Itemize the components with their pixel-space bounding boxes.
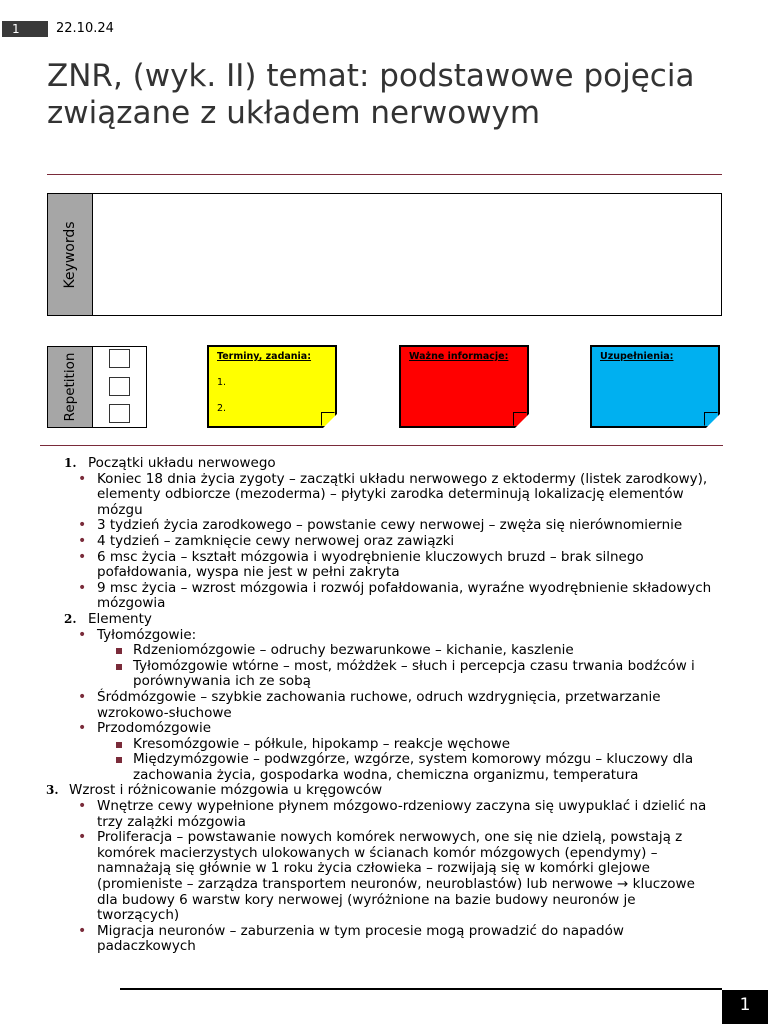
- page-title: ZNR, (wyk. II) temat: podstawowe pojęcia związane z układem nerwowym: [47, 58, 695, 131]
- notes-content: [0, 456, 768, 955]
- important-sticky-note[interactable]: [399, 345, 529, 428]
- keywords-sidebar: [48, 194, 93, 315]
- section-title: Początki układu nerwowego: [88, 455, 276, 471]
- section-number: 1.: [64, 456, 77, 470]
- additions-sticky-note[interactable]: [590, 345, 720, 428]
- repetition-box: [47, 346, 147, 428]
- sub-list-item: Międzymózgowie – podwzgórze, wzgórze, system komorowy mózgu – kluczowy dla zachowania życia, gospodarka wodna, chemiczna organizmu, temperatura: [0, 752, 768, 783]
- page-number: 1: [722, 990, 768, 1024]
- sub-list-item: Tyłomózgowie wtórne – most, móżdżek – słuch i percepcja czasu trwania bodźców i porównywania ich ze sobą: [0, 659, 768, 690]
- list-item: • 3 tydzień życia zarodkowego – powstanie cewy nerwowej – zwęża się nierównomiernie: [0, 518, 768, 534]
- section-heading: [0, 612, 768, 628]
- section-number: 2.: [64, 611, 77, 626]
- keywords-label: Keywords: [62, 220, 78, 289]
- list-item: • Migracja neuronów – zaburzenia w tym procesie mogą prowadzić do napadów padaczkowych: [0, 924, 768, 955]
- important-note-title: Ważne informacje:: [409, 351, 509, 362]
- terms-sticky-note[interactable]: [207, 345, 337, 428]
- list-item: • Koniec 18 dnia życia zygoty – zaczątki układu nerwowego z ektodermy (listek zarodkowy), elementy odbiorcze (mezoderma) – płytyki zarodka determinują lokalizację elementów mózgu: [0, 472, 768, 519]
- sub-list-item: Rdzeniomózgowie – odruchy bezwarunkowe – kichanie, kaszlenie: [0, 643, 768, 659]
- repetition-checkbox[interactable]: [109, 404, 130, 423]
- section-number: 3.: [46, 783, 59, 798]
- list-item: • Proliferacja – powstawanie nowych komórek nerwowych, one się nie dzielą, powstają z komórek macierzystych ulokowanych w ścianach komór mózgowych (ependymy) – namnażają się głównie w 1 roku życia człowieka – rozwijają się w komórki glejowe (promieniste – zarządza transportem neuronów, neuroblastów) lub nerwowe → kluczowe dla budowy 6 warstw kory nerwowej (wyróżnione na bazie budowy neuronów je tworzących): [0, 830, 768, 924]
- list-item: • 6 msc życia – kształt mózgowia i wyodrębnienie kluczowych bruzd – brak silnego pofałdowania, wyspa nie jest w pełni zakryta: [0, 550, 768, 581]
- repetition-checkbox[interactable]: [109, 349, 130, 368]
- list-item: • Przodomózgowie: [0, 721, 768, 737]
- list-item: • 9 msc życia – wzrost mózgowia i rozwój pofałdowania, wyraźne wyodrębnienie składowych mózgowia: [0, 581, 768, 612]
- keywords-box[interactable]: [47, 193, 722, 316]
- section-title: Elementy: [88, 610, 152, 627]
- date-label: 22.10.24: [56, 21, 114, 36]
- section-title: Wzrost i różnicowanie mózgowia u kręgowców: [69, 782, 383, 799]
- sub-list-item: Kresomózgowie – półkule, hipokamp – reakcje węchowe: [0, 737, 768, 753]
- list-item: • Śródmózgowie – szybkie zachowania ruchowe, odruch wzdrygnięcia, przetwarzanie wzrokowo-słuchowe: [0, 690, 768, 721]
- section-divider: [40, 445, 723, 446]
- additions-note-title: Uzupełnienia:: [600, 351, 674, 362]
- terms-note-item: 1.: [217, 377, 227, 388]
- repetition-checkbox[interactable]: [109, 377, 130, 396]
- repetition-label: Repetition: [62, 352, 78, 422]
- slide-number-tag: 1: [2, 21, 48, 37]
- list-item: • 4 tydzień – zamknięcie cewy nerwowej oraz zawiązki: [0, 534, 768, 550]
- terms-note-item: 2.: [217, 403, 227, 414]
- section-heading: [0, 456, 768, 472]
- footer-rule: [120, 988, 722, 990]
- section-heading: [0, 783, 768, 799]
- title-divider: [47, 174, 722, 175]
- terms-note-title: Terminy, zadania:: [217, 351, 312, 362]
- repetition-sidebar: [48, 347, 93, 427]
- list-item: • Wnętrze cewy wypełnione płynem mózgowo-rdzeniowy zaczyna się uwypuklać i dzielić na trzy zalążki mózgowia: [0, 799, 768, 830]
- list-item: • Tyłomózgowie:: [0, 628, 768, 644]
